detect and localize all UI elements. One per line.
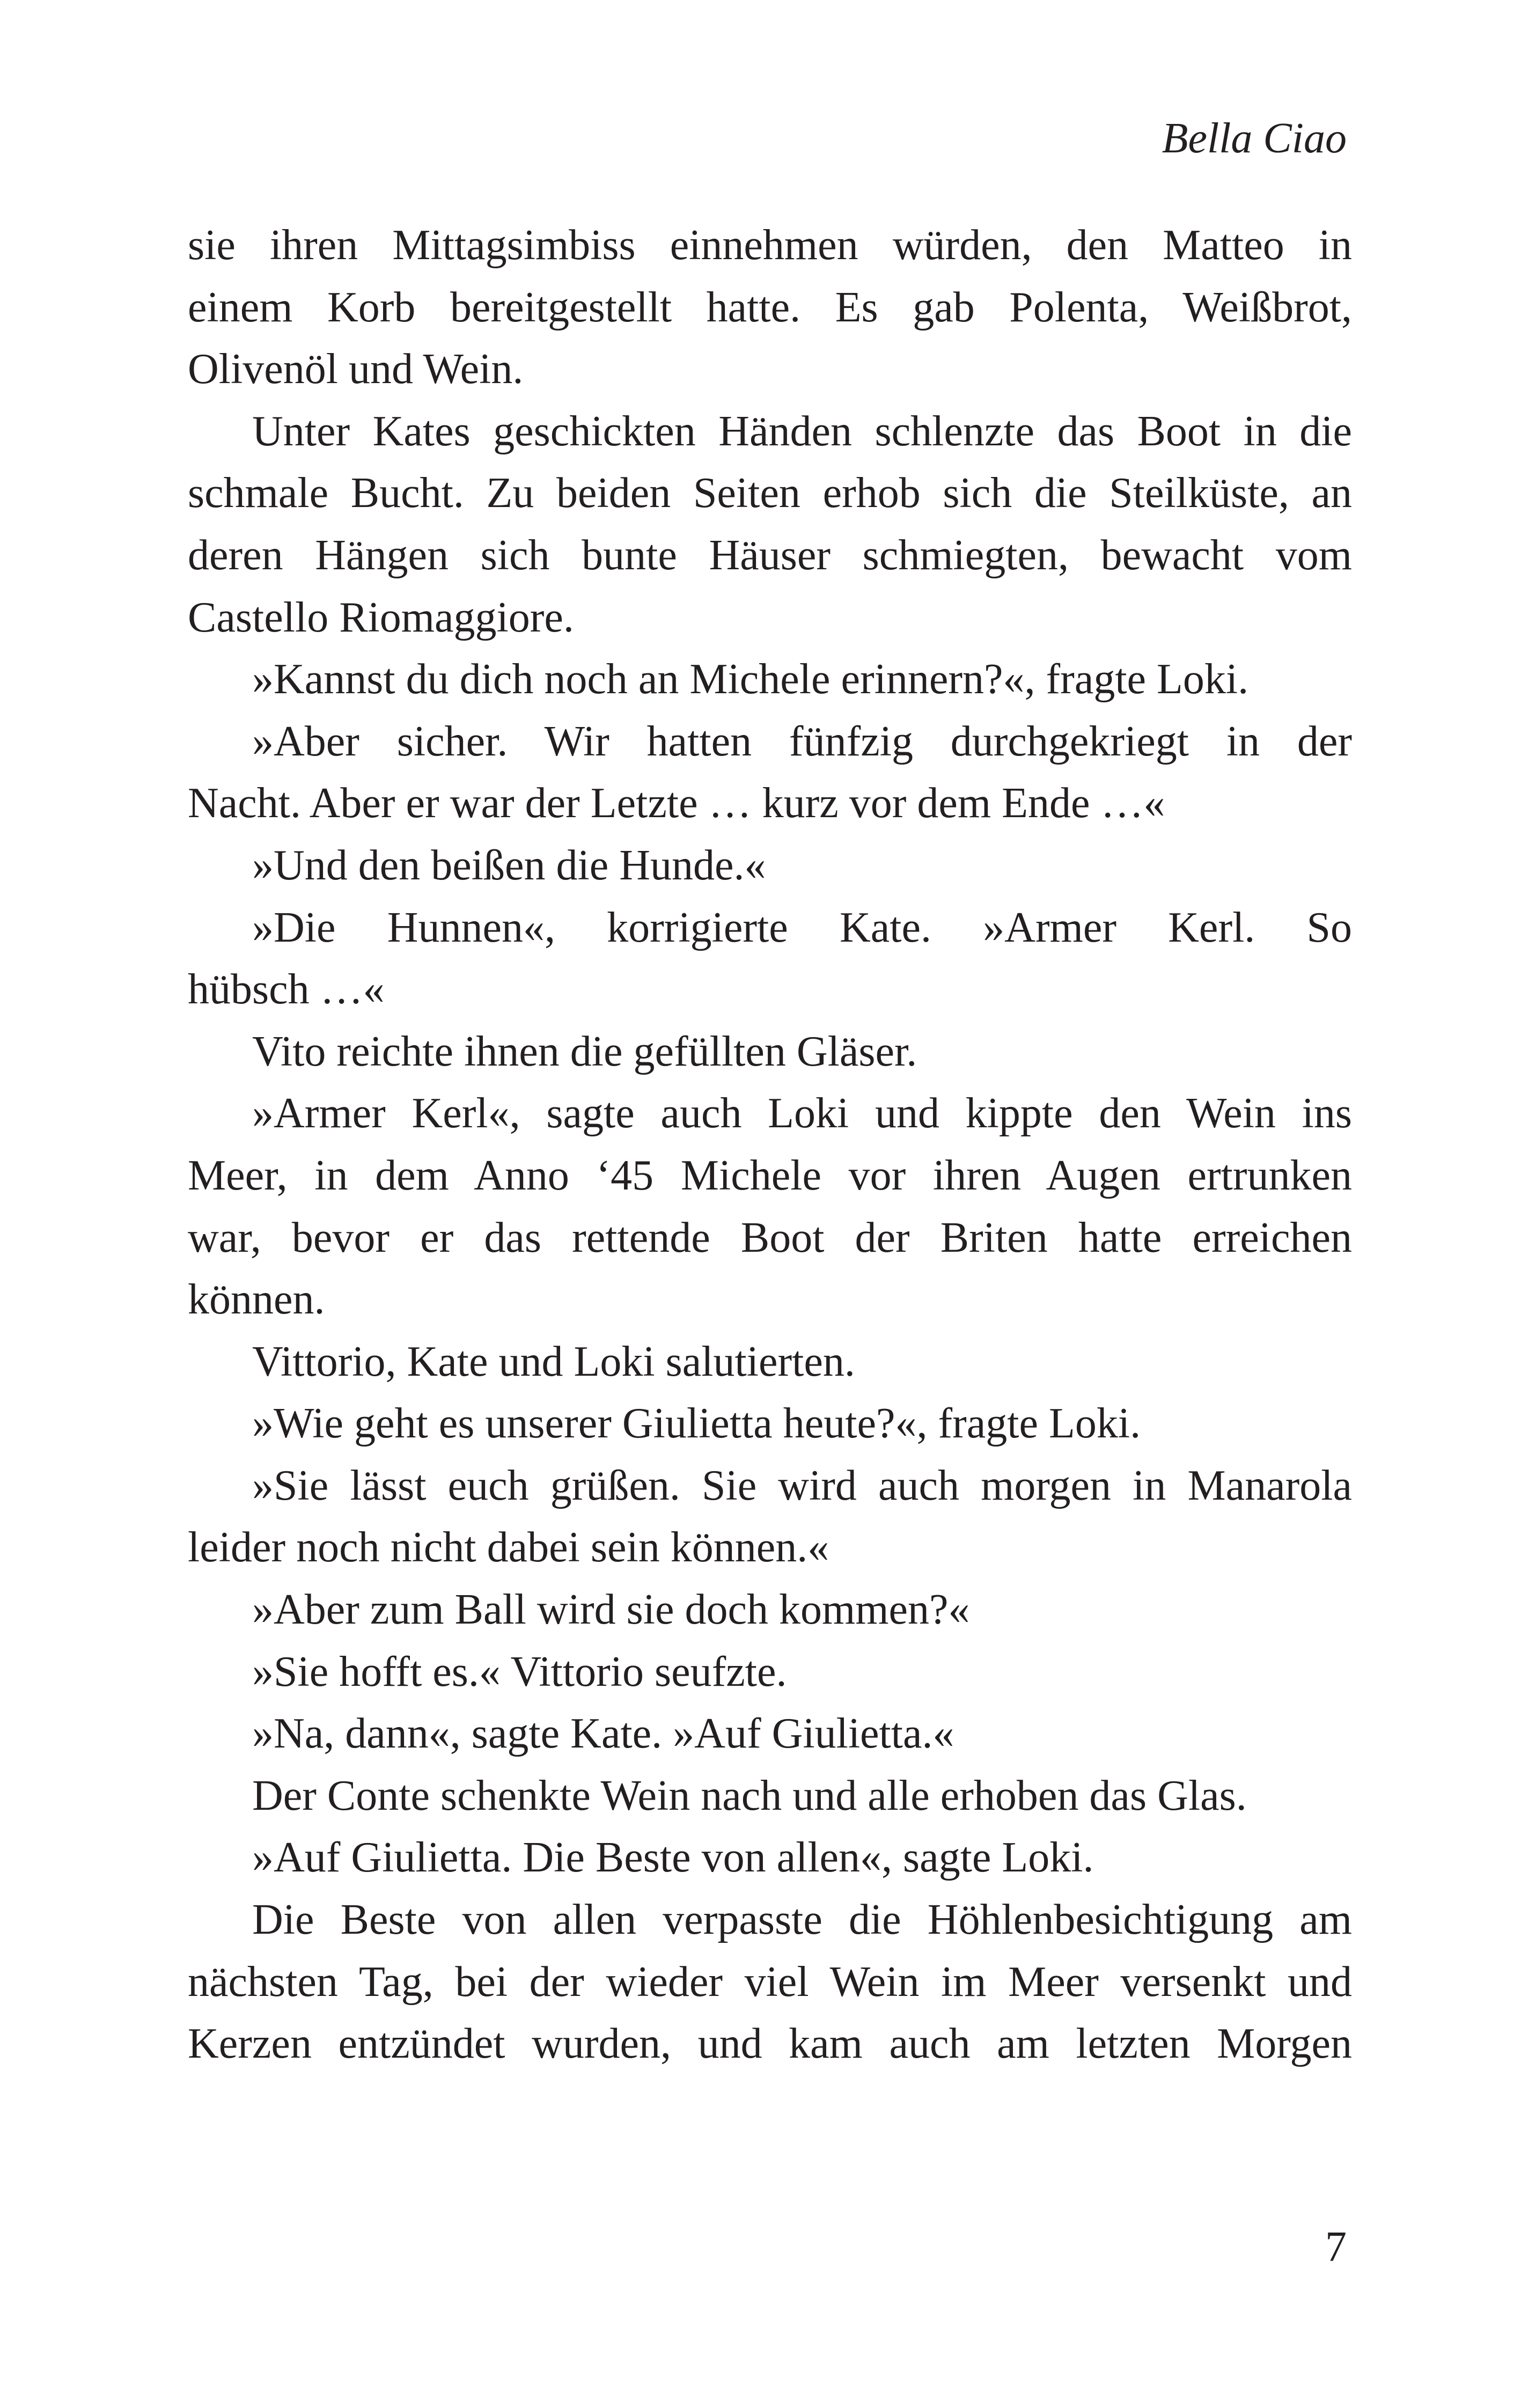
text-line: »Aber zum Ball wird sie doch kommen?« [252,1586,970,1634]
text-line: können. [188,1276,325,1324]
text-line: einem Korb bereitgestellt hatte. Es gab Polenta, Weißbrot, [188,283,1352,331]
text-line: deren Hängen sich bunte Häuser schmiegten, bewacht vom [188,531,1352,579]
text-line: »Kannst du dich noch an Michele erinnern?«, fragte Loki. [252,656,1249,703]
running-head: Bella Ciao [1162,115,1347,162]
text-line: Vito reichte ihnen die gefüllten Gläser. [252,1027,917,1075]
text-line: »Wie geht es unserer Giulietta heute?«, fragte Loki. [252,1400,1141,1448]
text-line: Die Beste von allen verpasste die Höhlenbesichtigung am [252,1896,1352,1944]
text-line: »Aber sicher. Wir hatten fünfzig durchgekriegt in der [252,717,1352,765]
text-line: leider noch nicht dabei sein können.« [188,1524,829,1572]
text-line: nächsten Tag, bei der wieder viel Wein im Meer versenkt und [188,1958,1352,2006]
text-line: Olivenöl und Wein. [188,346,524,393]
text-line: schmale Bucht. Zu beiden Seiten erhob sich die Steilküste, an [188,469,1352,517]
text-line: Meer, in dem Anno ‘45 Michele vor ihren Augen ertrunken [188,1151,1352,1199]
text-line: »Und den beißen die Hunde.« [252,841,766,889]
text-line: Der Conte schenkte Wein nach und alle erhoben das Glas. [252,1772,1247,1819]
text-line: Kerzen entzündet wurden, und kam auch am letzten Morgen [188,2020,1352,2068]
page-number: 7 [1325,2223,1347,2271]
text-line: sie ihren Mittagsimbiss einnehmen würden, den Matteo in [188,222,1352,269]
text-line: »Die Hunnen«, korrigierte Kate. »Armer Kerl. So [252,904,1352,951]
body-text [188,215,1352,2075]
text-line: Unter Kates geschickten Händen schlenzte das Boot in die [252,407,1352,455]
text-line: Vittorio, Kate und Loki salutierten. [252,1338,855,1385]
text-line: war, bevor er das rettende Boot der Briten hatte erreichen [188,1214,1352,1261]
text-line: »Na, dann«, sagte Kate. »Auf Giulietta.« [252,1710,954,1758]
text-line: Castello Riomaggiore. [188,593,574,641]
text-line: »Sie hofft es.« Vittorio seufzte. [252,1648,787,1695]
text-line: hübsch …« [188,966,385,1014]
text-line: »Armer Kerl«, sagte auch Loki und kippte den Wein ins [252,1090,1352,1137]
text-line: Nacht. Aber er war der Letzte … kurz vor dem Ende …« [188,780,1165,827]
text-line: »Sie lässt euch grüßen. Sie wird auch morgen in Manarola [252,1462,1352,1509]
text-line: »Auf Giulietta. Die Beste von allen«, sagte Loki. [252,1834,1094,1882]
